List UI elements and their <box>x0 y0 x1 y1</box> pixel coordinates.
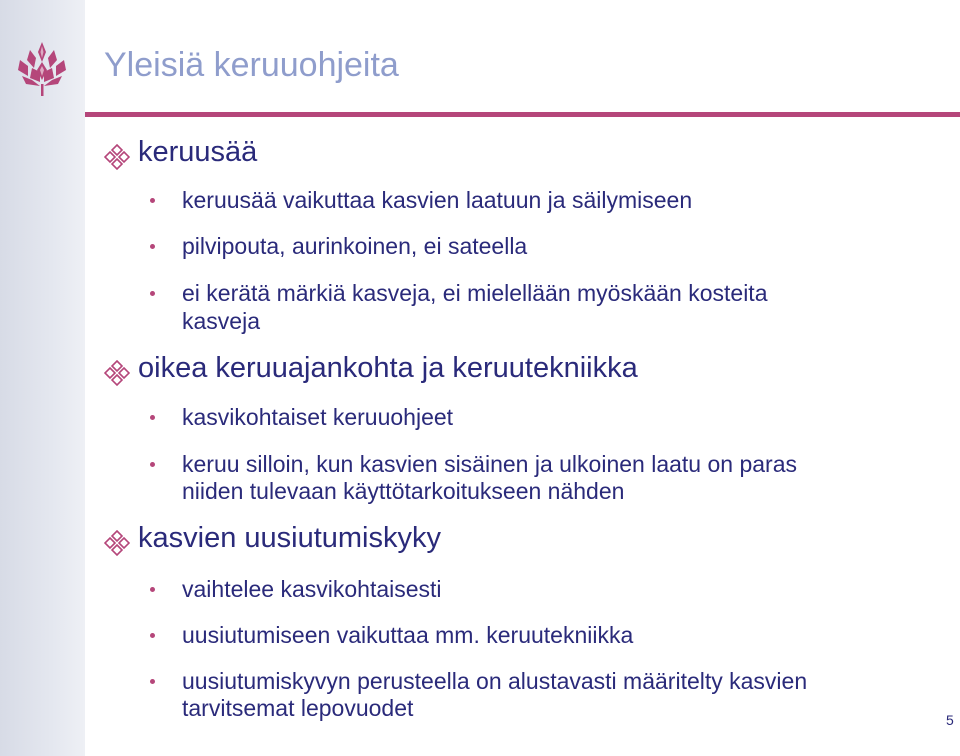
bullet-text: kasvikohtaiset keruuohjeet <box>182 404 454 430</box>
bullet-text: kasveja <box>182 308 260 334</box>
page-number: 5 <box>946 712 954 728</box>
bullet-text: keruusää vaikuttaa kasvien laatuun ja säilymiseen <box>182 187 693 213</box>
bullet-dot-icon <box>150 633 155 638</box>
bullet-text: vaihtelee kasvikohtaisesti <box>182 576 442 602</box>
bullet-dot-icon <box>150 462 155 467</box>
section-heading-text: kasvien uusiutumiskyky <box>138 522 441 554</box>
bullet-dot-icon <box>150 587 155 592</box>
diamond-bullet-icon <box>104 530 130 556</box>
bullet-dot-icon <box>150 198 155 203</box>
section-heading-text: oikea keruuajankohta ja keruutekniikka <box>138 352 638 384</box>
bullet-dot-icon <box>150 415 155 420</box>
diamond-bullet-icon <box>104 144 130 170</box>
section-heading-text: keruusää <box>138 136 258 168</box>
bullet-text: keruu silloin, kun kasvien sisäinen ja ulkoinen laatu on paras <box>182 451 797 477</box>
bullet-dot-icon <box>150 244 155 249</box>
bullet-text: tarvitsemat lepovuodet <box>182 695 414 721</box>
bullet-text: uusiutumiseen vaikuttaa mm. keruutekniikka <box>182 622 634 648</box>
slide-title: Yleisiä keruuohjeita <box>104 46 399 84</box>
bullet-dot-icon <box>150 291 155 296</box>
bullet-text: uusiutumiskyvyn perusteella on alustavasti määritelty kasvien <box>182 668 808 694</box>
bullet-text: ei kerätä märkiä kasveja, ei mielellään myöskään kosteita <box>182 280 768 306</box>
bullet-dot-icon <box>150 679 155 684</box>
diamond-bullet-icon <box>104 360 130 386</box>
bullet-text: pilvipouta, aurinkoinen, ei sateella <box>182 233 528 259</box>
bullet-text: niiden tulevaan käyttötarkoitukseen nähden <box>182 478 625 504</box>
